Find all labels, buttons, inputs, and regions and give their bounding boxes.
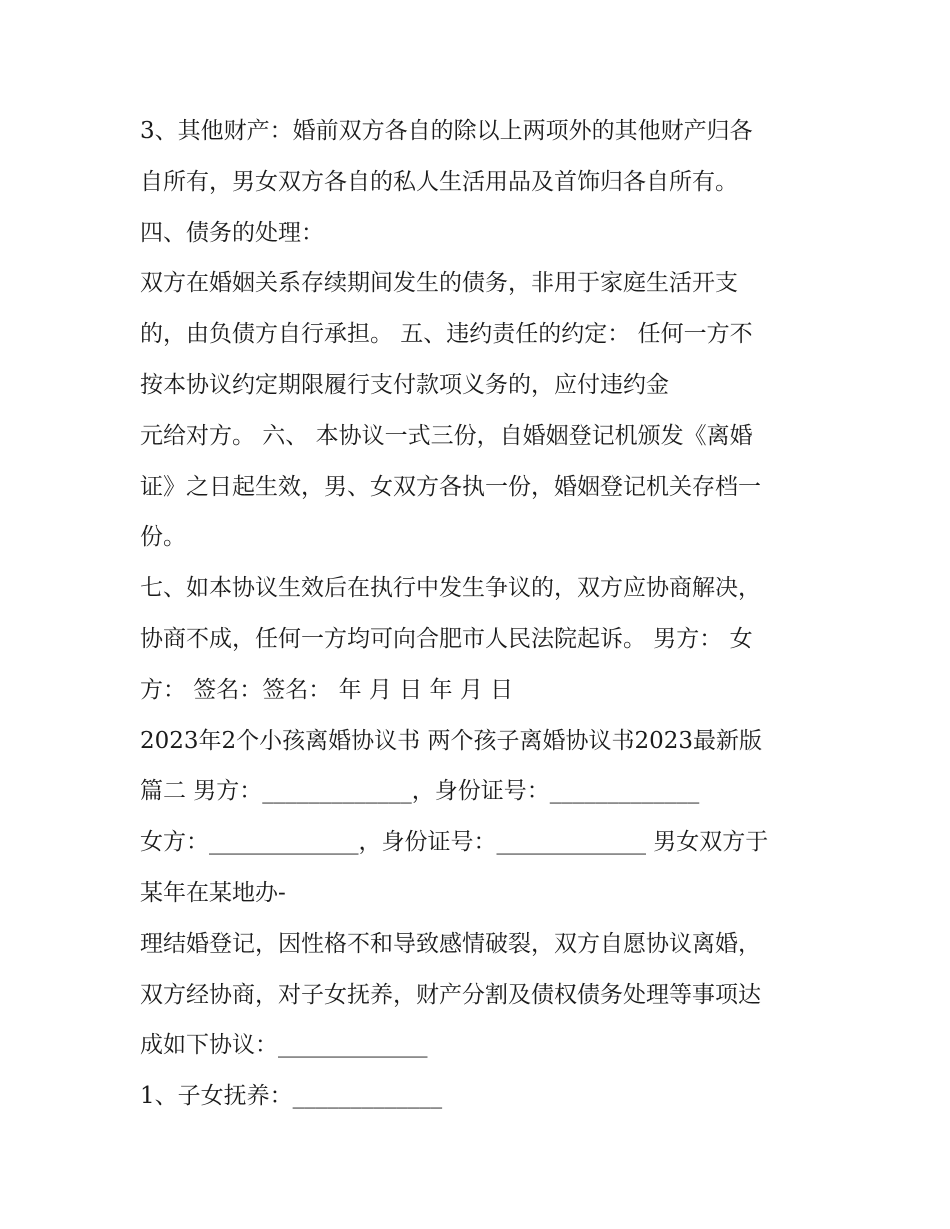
text-line: 双方在婚姻关系存续期间发生的债务，非用于家庭生活开支 (140, 270, 738, 297)
signature-line: 方： 签名：签名： 年 月 日 年 月 日 (140, 676, 514, 703)
text-line: 七、如本协议生效后在执行中发生争议的，双方应协商解决， (140, 575, 761, 602)
text-line: 自所有，男女双方各自的私人生活用品及首饰归各自所有。 (140, 168, 738, 195)
section-heading: 四、债务的处理： (140, 219, 324, 246)
text-line: 理结婚登记，因性格不和导致感情破裂，双方自愿协议离婚， (140, 930, 761, 957)
document-title-line: 2023年2个小孩离婚协议书 两个孩子离婚协议书2023最新版 (140, 727, 763, 754)
clause-line: 1、子女抚养：_____________ (140, 1083, 443, 1110)
text-line: 证》之日起生效，男、女双方各执一份，婚姻登记机关存档一 (140, 473, 761, 500)
text-line: 某年在某地办- (140, 879, 286, 906)
text-line: 的，由负债方自行承担。 五、违约责任的约定： 任何一方不 (140, 321, 753, 348)
text-line: 份。 (140, 524, 186, 551)
party-line: 篇二 男方：_____________，身份证号：_____________ (140, 778, 700, 805)
text-line: 按本协议约定期限履行支付款项义务的，应付违约金 (140, 371, 669, 398)
text-line: 3、其他财产：婚前双方各自的除以上两项外的其他财产归各 (140, 118, 753, 144)
text-line: 双方经协商，对子女抚养，财产分割及债权债务处理等事项达 (140, 981, 761, 1008)
party-line: 女方：_____________，身份证号：_____________ 男女双方于 (140, 829, 769, 856)
text-line: 元给对方。 六、 本协议一式三份，自婚姻登记机颁发《离婚 (140, 422, 753, 449)
text-line: 成如下协议：_____________ (140, 1032, 428, 1059)
text-line: 协商不成，任何一方均可向合肥市人民法院起诉。 男方： 女 (140, 625, 753, 652)
document-body (140, 106, 820, 1122)
